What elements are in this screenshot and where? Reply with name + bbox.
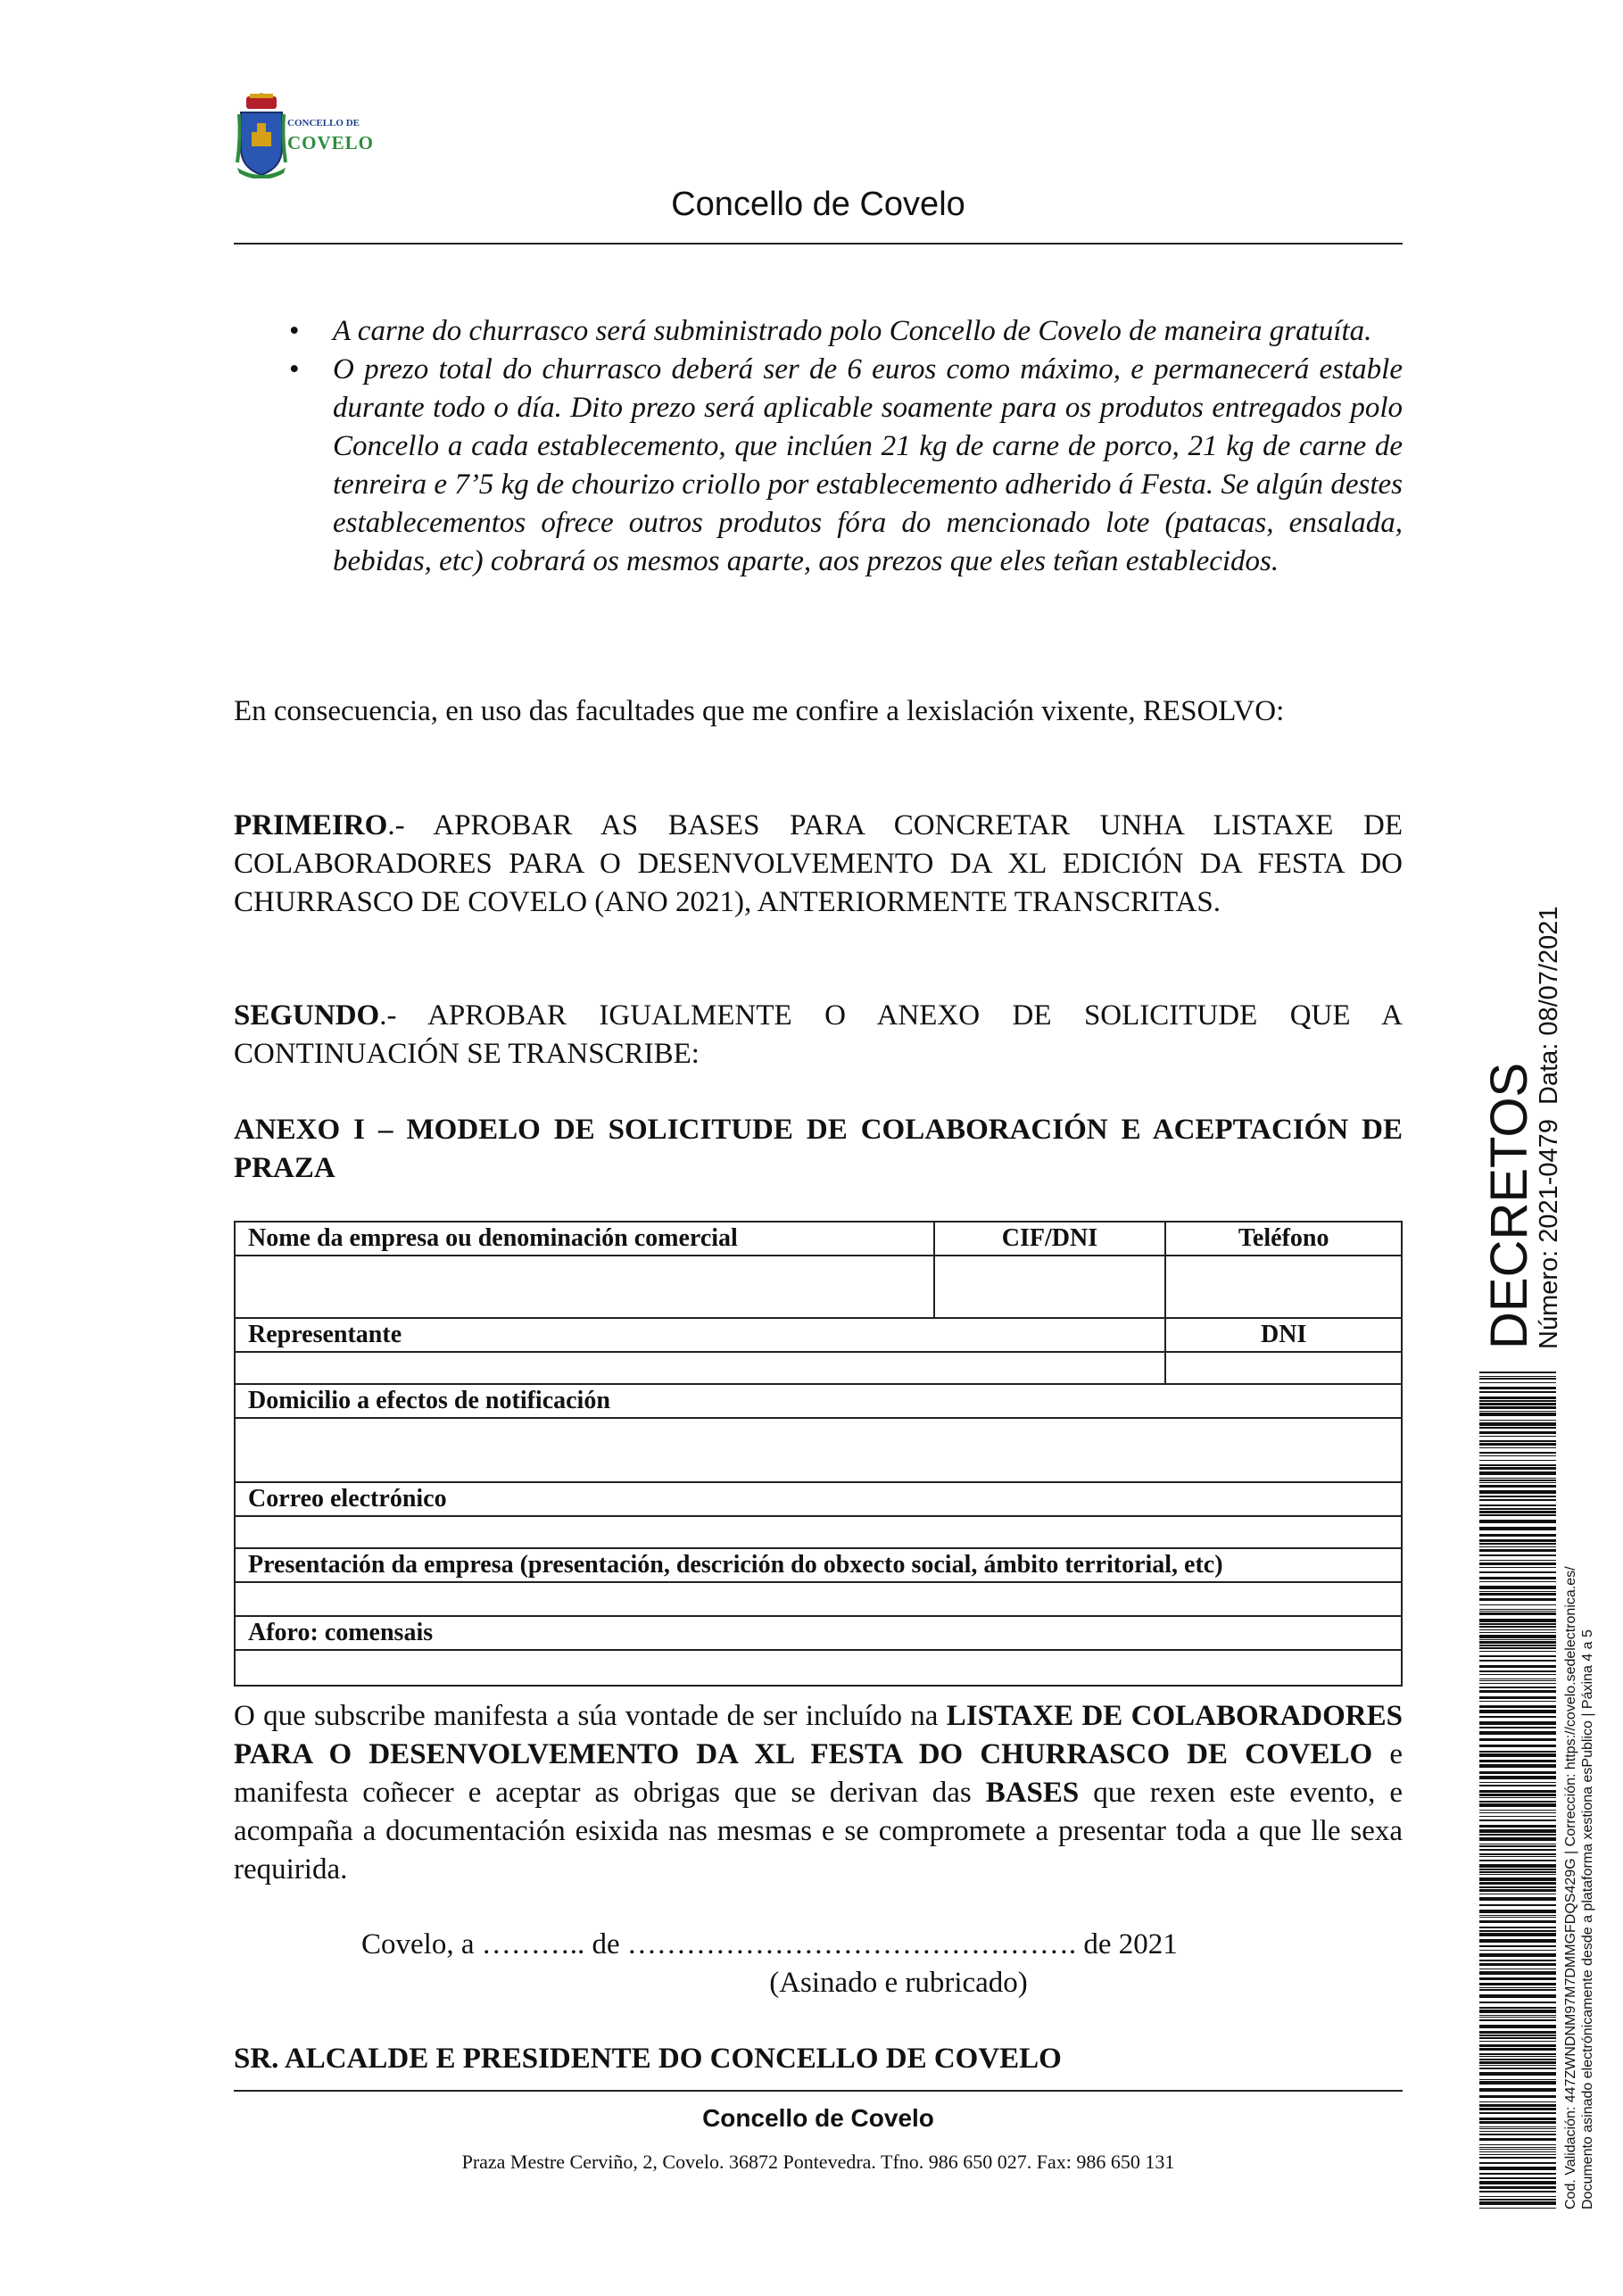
dni-field[interactable]: [1165, 1352, 1402, 1384]
bullet-icon: •: [289, 315, 300, 347]
primeiro-label: PRIMEIRO: [234, 809, 388, 841]
address-field[interactable]: [235, 1418, 1402, 1482]
annex-title: ANEXO I – MODELO DE SOLICITUDE DE COLABORACIÓN E ACEPTACIÓN DE PRAZA: [234, 1114, 1403, 1184]
dni-label: DNI: [1165, 1318, 1402, 1352]
list-item: • O prezo total do churrasco deberá ser de 6 euros como máximo, e permanecerá estable durante todo o día. Dito prezo será aplicable soamente para os produtos entregados polo Concello a cada establecemento, que inclúen 21 kg de carne de porco, 21 kg de carne de tenreira e 7’5 kg de chourizo criollo por establecemento adherido á Festa. Se algún destes establecementos ofrece outros produtos fóra do mencionado lote (patacas, ensalada, bebidas, etc) cobrará os mesmos aparte, aos prezos que eles teñan establecidos.: [234, 351, 1403, 581]
phone-field[interactable]: [1165, 1256, 1402, 1318]
place-date-line: Covelo, a ……….. de ………………………………………. de 2021: [361, 1928, 1178, 1960]
address-label: Domicilio a efectos de notificación: [235, 1384, 1402, 1418]
primeiro-paragraph: [234, 807, 1403, 922]
header-title: Concello de Covelo: [671, 186, 965, 223]
capacity-field[interactable]: [235, 1650, 1402, 1686]
segundo-text: .- APROBAR IGUALMENTE O ANEXO DE SOLICITUDE QUE A CONTINUACIÓN SE TRANSCRIBE:: [234, 999, 1403, 1070]
logo-line-1: CONCELLO DE: [287, 118, 360, 128]
representative-field[interactable]: [235, 1352, 1165, 1384]
cif-label: CIF/DNI: [934, 1222, 1166, 1256]
segundo-paragraph: [234, 997, 1403, 1073]
representative-label: Representante: [235, 1318, 1165, 1352]
header-divider: [234, 243, 1403, 245]
email-label: Correo electrónico: [235, 1482, 1402, 1516]
phone-label: Teléfono: [1165, 1222, 1402, 1256]
presentation-field[interactable]: [235, 1582, 1402, 1616]
footer-divider: [234, 2090, 1403, 2092]
cif-field[interactable]: [934, 1256, 1166, 1318]
decree-date: Data: 08/07/2021: [1535, 906, 1563, 1105]
presentation-label: Presentación da empresa (presentación, descrición do obxecto social, ámbito territorial, etc): [235, 1548, 1402, 1582]
footer-address: Praza Mestre Cerviño, 2, Covelo. 36872 Pontevedra. Tfno. 986 650 027. Fax: 986 650 131: [461, 2151, 1175, 2173]
addressee: SR. ALCALDE E PRESIDENTE DO CONCELLO DE COVELO: [234, 2043, 1062, 2075]
decree-number: Número: 2021-0479: [1535, 1119, 1563, 1349]
logo-line-2: COVELO: [287, 132, 375, 153]
primeiro-text: .- APROBAR AS BASES PARA CONCRETAR UNHA LISTAXE DE COLABORADORES PARA O DESENVOLVEMENTO DA XL EDICIÓN DA FESTA DO CHURRASCO DE COVELO (ANO 2021), ANTERIORMENTE TRANSCRITAS.: [234, 809, 1403, 918]
validation-code: Cod. Validación: 447ZWNDNM97M7DMMGFDQS429G | Corrección: https://covelo.sedelectronica.es/: [1563, 1566, 1578, 2209]
segundo-label: SEGUNDO: [234, 999, 380, 1032]
list-item: • A carne do churrasco será subministrado polo Concello de Covelo de maneira gratuíta.: [234, 312, 1403, 351]
bullet-icon: •: [289, 353, 300, 385]
capacity-label: Aforo: comensais: [235, 1616, 1402, 1650]
coat-of-arms-icon: [234, 93, 289, 178]
company-name-field[interactable]: [235, 1256, 934, 1318]
signature-platform-note: Documento asinado electrónicamente desde a plataforma xestiona esPublico | Páxina 4 a 5: [1580, 1629, 1595, 2209]
footer-title: Concello de Covelo: [702, 2104, 934, 2132]
company-name-label: Nome da empresa ou denominación comercial: [235, 1222, 934, 1256]
conditions-list: [234, 312, 1403, 581]
consequence-paragraph: En consecuencia, en uso das facultades que me confire a lexislación vixente, RESOLVO:: [234, 695, 1285, 727]
concello-logo: [234, 93, 385, 182]
signature-note: (Asinado e rubricado): [769, 1967, 1028, 1999]
barcode-icon: [1479, 1372, 1556, 2209]
email-field[interactable]: [235, 1516, 1402, 1548]
application-form-table: [234, 1221, 1403, 1687]
declaration-paragraph: O que subscribe manifesta a súa vontade de ser incluído na LISTAXE DE COLABORADORES PARA O DESENVOLVEMENTO DA XL FESTA DO CHURRASCO DE COVELO e manifesta coñecer e aceptar as obrigas que se derivan das BASES que rexen este evento, e acompaña a documentación esixida nas mesmas e se compromete a presentar toda a que lle sexa requirida.: [234, 1700, 1404, 1886]
decree-type-label: DECRETOS: [1480, 1062, 1538, 1349]
